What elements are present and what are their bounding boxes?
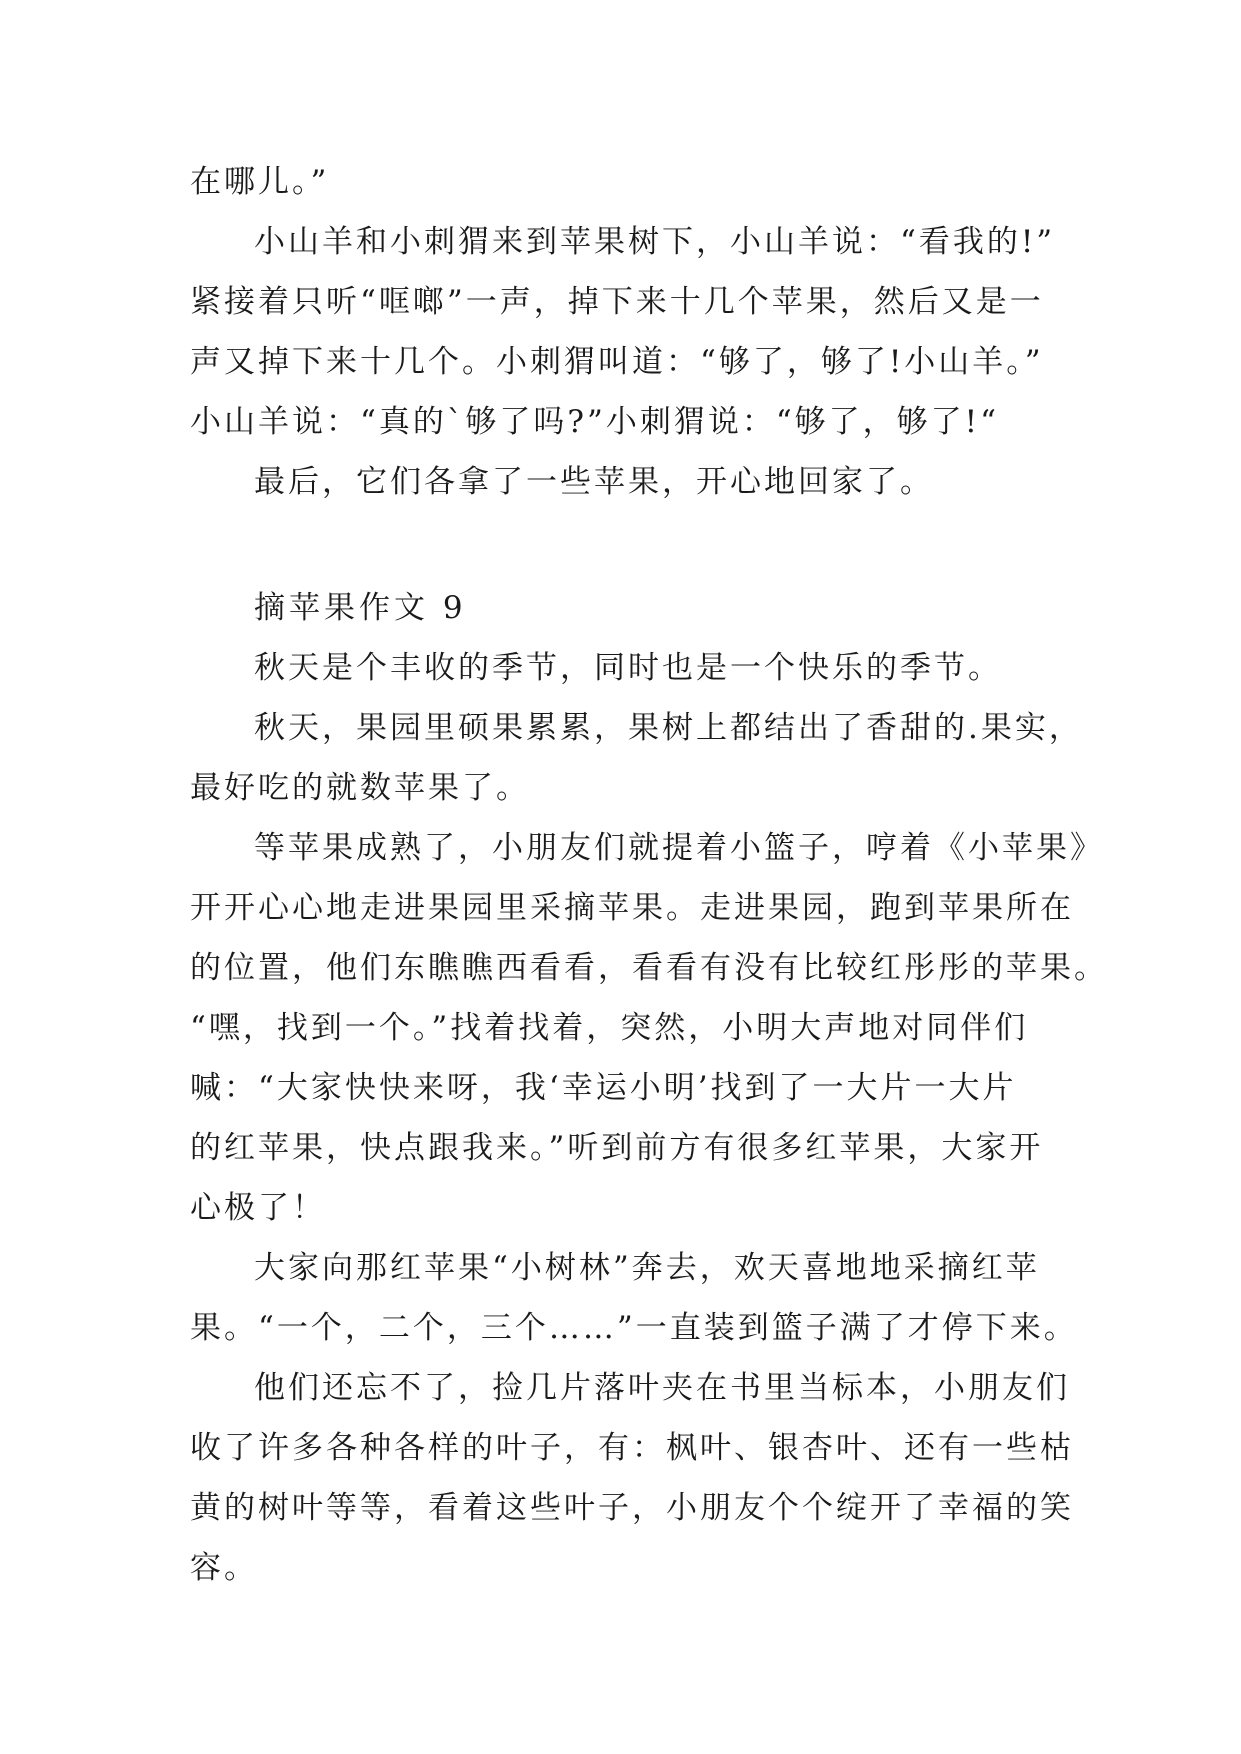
text-line: “嘿，找到一个。”找着找着，突然，小明大声地对同伴们: [190, 1010, 1029, 1046]
text-line: 的红苹果，快点跟我来。”听到前方有很多红苹果，大家开: [190, 1130, 1044, 1166]
text-line: 开开心心地走进果园里采摘苹果。走进果园，跑到苹果所在: [190, 890, 1074, 926]
paragraph-start: 秋天，果园里硕果累累，果树上都结出了香甜的.果实，: [254, 710, 1083, 746]
text-line: 最好吃的就数苹果了。: [190, 770, 530, 806]
text-line: 小山羊说：“真的`够了吗?”小刺猬说：“够了，够了!“: [190, 404, 999, 440]
paragraph-start: 小山羊和小刺猬来到苹果树下，小山羊说：“看我的!”: [254, 224, 1056, 260]
paragraph-start: 大家向那红苹果“小树林”奔去，欢天喜地地采摘红苹: [254, 1250, 1040, 1286]
text-line: 在哪儿。”: [190, 164, 330, 200]
text-line: 容。: [190, 1550, 258, 1586]
text-line: 的位置，他们东瞧瞧西看看，看看有没有比较红彤彤的苹果。: [190, 950, 1108, 986]
text-line: 心极了！: [190, 1190, 326, 1226]
paragraph-start: 等苹果成熟了，小朋友们就提着小篮子，哼着《小苹果》: [254, 830, 1104, 866]
paragraph-start: 秋天是个丰收的季节，同时也是一个快乐的季节。: [254, 650, 1002, 686]
text-line: 果。“一个，二个，三个……”一直装到篮子满了才停下来。: [190, 1310, 1078, 1346]
text-line: 声又掉下来十几个。小刺猬叫道：“够了，够了!小山羊。”: [190, 344, 1044, 380]
section-heading: 摘苹果作文 9: [254, 590, 467, 626]
text-line: 黄的树叶等等，看着这些叶子，小朋友个个绽开了幸福的笑: [190, 1490, 1074, 1526]
text-line: 紧接着只听“哐啷”一声，掉下来十几个苹果，然后又是一: [190, 284, 1044, 320]
text-line: 收了许多各种各样的叶子，有：枫叶、银杏叶、还有一些枯: [190, 1430, 1074, 1466]
paragraph-start: 他们还忘不了，捡几片落叶夹在书里当标本，小朋友们: [254, 1370, 1070, 1406]
text-line: 喊：“大家快快来呀，我‘幸运小明’找到了一大片一大片: [190, 1070, 1017, 1106]
paragraph-start: 最后，它们各拿了一些苹果，开心地回家了。: [254, 464, 934, 500]
